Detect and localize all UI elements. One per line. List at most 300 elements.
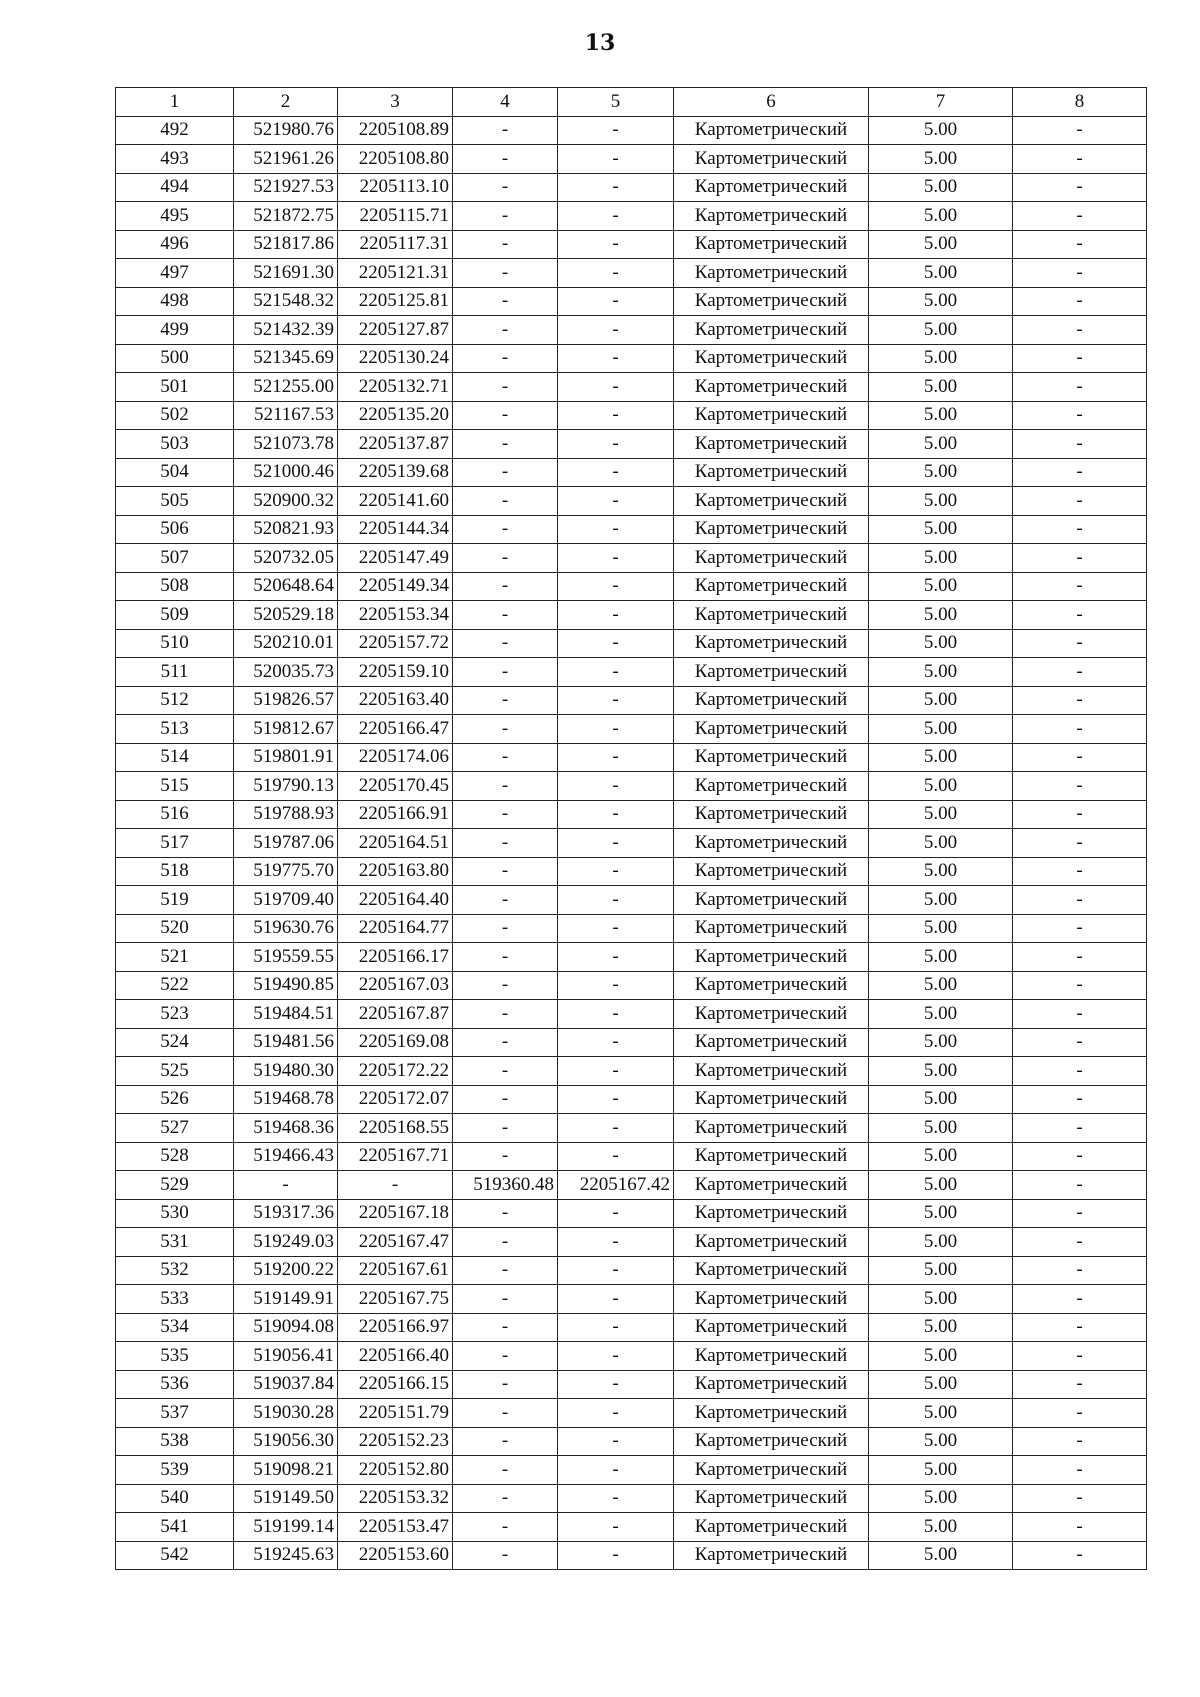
y-coordinate-cell: 2205172.07 (338, 1085, 453, 1114)
accuracy-cell: 5.00 (869, 914, 1013, 943)
x-new-cell: - (453, 772, 558, 801)
description-cell: - (1013, 458, 1147, 487)
table-row (116, 572, 1147, 601)
point-number-cell: 496 (116, 230, 234, 259)
table-row (116, 1513, 1147, 1542)
x-new-cell: - (453, 344, 558, 373)
accuracy-cell: 5.00 (869, 202, 1013, 231)
table-row (116, 344, 1147, 373)
y-new-cell: - (558, 1513, 674, 1542)
description-cell: - (1013, 572, 1147, 601)
accuracy-cell: 5.00 (869, 1000, 1013, 1029)
y-coordinate-cell: 2205139.68 (338, 458, 453, 487)
x-new-cell: - (453, 1142, 558, 1171)
table-row (116, 601, 1147, 630)
y-coordinate-cell: 2205135.20 (338, 401, 453, 430)
method-cell: Картометрический (674, 1256, 869, 1285)
y-new-cell: - (558, 259, 674, 288)
y-new-cell: - (558, 857, 674, 886)
x-coordinate-cell: 520900.32 (234, 487, 338, 516)
accuracy-cell: 5.00 (869, 943, 1013, 972)
x-new-cell: - (453, 116, 558, 145)
y-new-cell: - (558, 316, 674, 345)
description-cell: - (1013, 1399, 1147, 1428)
accuracy-cell: 5.00 (869, 344, 1013, 373)
x-coordinate-cell: 519484.51 (234, 1000, 338, 1029)
method-cell: Картометрический (674, 829, 869, 858)
x-coordinate-cell: 519149.91 (234, 1285, 338, 1314)
y-new-cell: - (558, 1456, 674, 1485)
method-cell: Картометрический (674, 1085, 869, 1114)
y-new-cell: - (558, 145, 674, 174)
table-row (116, 173, 1147, 202)
y-new-cell: - (558, 1228, 674, 1257)
accuracy-cell: 5.00 (869, 772, 1013, 801)
table-body (116, 116, 1147, 1570)
point-number-cell: 495 (116, 202, 234, 231)
method-cell: Картометрический (674, 1313, 869, 1342)
x-new-cell: - (453, 458, 558, 487)
table-row (116, 145, 1147, 174)
y-coordinate-cell: 2205153.47 (338, 1513, 453, 1542)
point-number-cell: 536 (116, 1370, 234, 1399)
y-coordinate-cell: 2205167.47 (338, 1228, 453, 1257)
x-new-cell: - (453, 1085, 558, 1114)
y-new-cell: 2205167.42 (558, 1171, 674, 1200)
method-cell: Картометрический (674, 772, 869, 801)
y-coordinate-cell: 2205166.47 (338, 715, 453, 744)
point-number-cell: 499 (116, 316, 234, 345)
accuracy-cell: 5.00 (869, 373, 1013, 402)
y-new-cell: - (558, 1313, 674, 1342)
accuracy-cell: 5.00 (869, 971, 1013, 1000)
description-cell: - (1013, 943, 1147, 972)
column-header: 8 (1013, 88, 1147, 117)
y-coordinate-cell: 2205130.24 (338, 344, 453, 373)
y-new-cell: - (558, 943, 674, 972)
y-coordinate-cell: 2205163.80 (338, 857, 453, 886)
method-cell: Картометрический (674, 373, 869, 402)
y-new-cell: - (558, 914, 674, 943)
y-new-cell: - (558, 1285, 674, 1314)
x-coordinate-cell: 521691.30 (234, 259, 338, 288)
point-number-cell: 517 (116, 829, 234, 858)
y-coordinate-cell: 2205167.71 (338, 1142, 453, 1171)
x-coordinate-cell: 521872.75 (234, 202, 338, 231)
column-header: 7 (869, 88, 1013, 117)
table-row (116, 401, 1147, 430)
x-coordinate-cell: 521927.53 (234, 173, 338, 202)
accuracy-cell: 5.00 (869, 259, 1013, 288)
method-cell: Картометрический (674, 743, 869, 772)
table-row (116, 943, 1147, 972)
x-coordinate-cell: 519775.70 (234, 857, 338, 886)
y-coordinate-cell: 2205108.80 (338, 145, 453, 174)
y-new-cell: - (558, 1484, 674, 1513)
y-coordinate-cell: 2205168.55 (338, 1114, 453, 1143)
description-cell: - (1013, 1427, 1147, 1456)
y-coordinate-cell: 2205164.40 (338, 886, 453, 915)
x-coordinate-cell: 519826.57 (234, 686, 338, 715)
x-new-cell: - (453, 1000, 558, 1029)
method-cell: Картометрический (674, 914, 869, 943)
method-cell: Картометрический (674, 515, 869, 544)
table-row (116, 116, 1147, 145)
accuracy-cell: 5.00 (869, 1142, 1013, 1171)
x-coordinate-cell: 521000.46 (234, 458, 338, 487)
table-row (116, 629, 1147, 658)
x-coordinate-cell: 521255.00 (234, 373, 338, 402)
x-new-cell: - (453, 601, 558, 630)
method-cell: Картометрический (674, 430, 869, 459)
y-coordinate-cell: 2205108.89 (338, 116, 453, 145)
point-number-cell: 500 (116, 344, 234, 373)
point-number-cell: 525 (116, 1057, 234, 1086)
x-new-cell: - (453, 1313, 558, 1342)
method-cell: Картометрический (674, 544, 869, 573)
description-cell: - (1013, 800, 1147, 829)
description-cell: - (1013, 601, 1147, 630)
x-new-cell: - (453, 373, 558, 402)
x-new-cell: - (453, 1513, 558, 1542)
table-row (116, 914, 1147, 943)
x-coordinate-cell: 521980.76 (234, 116, 338, 145)
accuracy-cell: 5.00 (869, 173, 1013, 202)
description-cell: - (1013, 116, 1147, 145)
y-new-cell: - (558, 1342, 674, 1371)
x-new-cell: - (453, 658, 558, 687)
x-new-cell: - (453, 743, 558, 772)
accuracy-cell: 5.00 (869, 743, 1013, 772)
x-coordinate-cell: 519812.67 (234, 715, 338, 744)
y-coordinate-cell: 2205166.91 (338, 800, 453, 829)
method-cell: Картометрический (674, 886, 869, 915)
description-cell: - (1013, 686, 1147, 715)
x-new-cell: - (453, 1028, 558, 1057)
x-coordinate-cell: 519149.50 (234, 1484, 338, 1513)
x-new-cell: - (453, 971, 558, 1000)
point-number-cell: 511 (116, 658, 234, 687)
x-coordinate-cell: 519481.56 (234, 1028, 338, 1057)
x-coordinate-cell: 521548.32 (234, 287, 338, 316)
point-number-cell: 503 (116, 430, 234, 459)
y-coordinate-cell: 2205115.71 (338, 202, 453, 231)
point-number-cell: 507 (116, 544, 234, 573)
y-coordinate-cell: 2205157.72 (338, 629, 453, 658)
table-row (116, 1370, 1147, 1399)
accuracy-cell: 5.00 (869, 829, 1013, 858)
table-row (116, 1342, 1147, 1371)
y-new-cell: - (558, 1085, 674, 1114)
table-row (116, 1427, 1147, 1456)
x-new-cell: - (453, 1114, 558, 1143)
table-row (116, 743, 1147, 772)
y-coordinate-cell: 2205147.49 (338, 544, 453, 573)
point-number-cell: 528 (116, 1142, 234, 1171)
method-cell: Картометрический (674, 173, 869, 202)
description-cell: - (1013, 743, 1147, 772)
accuracy-cell: 5.00 (869, 857, 1013, 886)
accuracy-cell: 5.00 (869, 1285, 1013, 1314)
y-coordinate-cell: 2205152.80 (338, 1456, 453, 1485)
method-cell: Картометрический (674, 971, 869, 1000)
x-coordinate-cell: 519098.21 (234, 1456, 338, 1485)
point-number-cell: 492 (116, 116, 234, 145)
method-cell: Картометрический (674, 1484, 869, 1513)
y-new-cell: - (558, 829, 674, 858)
x-coordinate-cell: 519468.78 (234, 1085, 338, 1114)
y-coordinate-cell: 2205167.61 (338, 1256, 453, 1285)
y-new-cell: - (558, 1114, 674, 1143)
accuracy-cell: 5.00 (869, 1399, 1013, 1428)
y-coordinate-cell: 2205149.34 (338, 572, 453, 601)
method-cell: Картометрический (674, 230, 869, 259)
method-cell: Картометрический (674, 116, 869, 145)
x-coordinate-cell: 520648.64 (234, 572, 338, 601)
column-header: 3 (338, 88, 453, 117)
point-number-cell: 539 (116, 1456, 234, 1485)
y-coordinate-cell: 2205166.15 (338, 1370, 453, 1399)
point-number-cell: 506 (116, 515, 234, 544)
method-cell: Картометрический (674, 401, 869, 430)
accuracy-cell: 5.00 (869, 1456, 1013, 1485)
x-coordinate-cell: 519030.28 (234, 1399, 338, 1428)
method-cell: Картометрический (674, 1028, 869, 1057)
column-header: 2 (234, 88, 338, 117)
y-new-cell: - (558, 487, 674, 516)
description-cell: - (1013, 316, 1147, 345)
y-new-cell: - (558, 401, 674, 430)
description-cell: - (1013, 1057, 1147, 1086)
y-new-cell: - (558, 1370, 674, 1399)
x-coordinate-cell: 519790.13 (234, 772, 338, 801)
description-cell: - (1013, 1256, 1147, 1285)
y-new-cell: - (558, 458, 674, 487)
point-number-cell: 514 (116, 743, 234, 772)
description-cell: - (1013, 487, 1147, 516)
description-cell: - (1013, 1142, 1147, 1171)
table-row (116, 544, 1147, 573)
table-row (116, 1228, 1147, 1257)
description-cell: - (1013, 658, 1147, 687)
x-coordinate-cell: 519468.36 (234, 1114, 338, 1143)
column-header: 5 (558, 88, 674, 117)
point-number-cell: 505 (116, 487, 234, 516)
x-new-cell: - (453, 316, 558, 345)
point-number-cell: 534 (116, 1313, 234, 1342)
x-coordinate-cell: 520529.18 (234, 601, 338, 630)
accuracy-cell: 5.00 (869, 1484, 1013, 1513)
point-number-cell: 515 (116, 772, 234, 801)
point-number-cell: 533 (116, 1285, 234, 1314)
y-coordinate-cell: 2205127.87 (338, 316, 453, 345)
x-coordinate-cell: - (234, 1171, 338, 1200)
x-coordinate-cell: 519787.06 (234, 829, 338, 858)
method-cell: Картометрический (674, 1541, 869, 1570)
table-row (116, 1028, 1147, 1057)
point-number-cell: 516 (116, 800, 234, 829)
point-number-cell: 537 (116, 1399, 234, 1428)
y-new-cell: - (558, 230, 674, 259)
point-number-cell: 542 (116, 1541, 234, 1570)
x-coordinate-cell: 519480.30 (234, 1057, 338, 1086)
y-new-cell: - (558, 743, 674, 772)
x-new-cell: - (453, 1370, 558, 1399)
x-new-cell: - (453, 914, 558, 943)
x-new-cell: - (453, 886, 558, 915)
accuracy-cell: 5.00 (869, 686, 1013, 715)
x-coordinate-cell: 521073.78 (234, 430, 338, 459)
point-number-cell: 529 (116, 1171, 234, 1200)
y-new-cell: - (558, 772, 674, 801)
accuracy-cell: 5.00 (869, 1199, 1013, 1228)
method-cell: Картометрический (674, 1513, 869, 1542)
description-cell: - (1013, 202, 1147, 231)
y-new-cell: - (558, 658, 674, 687)
method-cell: Картометрический (674, 202, 869, 231)
point-number-cell: 510 (116, 629, 234, 658)
point-number-cell: 520 (116, 914, 234, 943)
method-cell: Картометрический (674, 145, 869, 174)
table-row (116, 259, 1147, 288)
method-cell: Картометрический (674, 1370, 869, 1399)
point-number-cell: 518 (116, 857, 234, 886)
point-number-cell: 493 (116, 145, 234, 174)
y-new-cell: - (558, 1256, 674, 1285)
method-cell: Картометрический (674, 658, 869, 687)
x-new-cell: - (453, 1057, 558, 1086)
table-row (116, 1285, 1147, 1314)
x-new-cell: - (453, 544, 558, 573)
accuracy-cell: 5.00 (869, 1370, 1013, 1399)
table-row (116, 373, 1147, 402)
y-coordinate-cell: 2205166.97 (338, 1313, 453, 1342)
table-row (116, 487, 1147, 516)
y-coordinate-cell: 2205121.31 (338, 259, 453, 288)
description-cell: - (1013, 1171, 1147, 1200)
point-number-cell: 527 (116, 1114, 234, 1143)
table-row (116, 515, 1147, 544)
table-row (116, 772, 1147, 801)
table-row (116, 1541, 1147, 1570)
description-cell: - (1013, 1342, 1147, 1371)
x-coordinate-cell: 519094.08 (234, 1313, 338, 1342)
method-cell: Картометрический (674, 1057, 869, 1086)
table-row (116, 886, 1147, 915)
method-cell: Картометрический (674, 943, 869, 972)
description-cell: - (1013, 344, 1147, 373)
method-cell: Картометрический (674, 686, 869, 715)
method-cell: Картометрический (674, 1199, 869, 1228)
y-new-cell: - (558, 686, 674, 715)
coordinates-table (115, 87, 1147, 1570)
description-cell: - (1013, 715, 1147, 744)
description-cell: - (1013, 1313, 1147, 1342)
accuracy-cell: 5.00 (869, 1427, 1013, 1456)
table-row (116, 430, 1147, 459)
x-new-cell: - (453, 943, 558, 972)
point-number-cell: 502 (116, 401, 234, 430)
method-cell: Картометрический (674, 857, 869, 886)
method-cell: Картометрический (674, 572, 869, 601)
x-coordinate-cell: 519630.76 (234, 914, 338, 943)
point-number-cell: 540 (116, 1484, 234, 1513)
description-cell: - (1013, 401, 1147, 430)
x-coordinate-cell: 519199.14 (234, 1513, 338, 1542)
x-coordinate-cell: 520035.73 (234, 658, 338, 687)
y-new-cell: - (558, 1057, 674, 1086)
description-cell: - (1013, 914, 1147, 943)
accuracy-cell: 5.00 (869, 116, 1013, 145)
description-cell: - (1013, 173, 1147, 202)
y-coordinate-cell: 2205164.51 (338, 829, 453, 858)
description-cell: - (1013, 886, 1147, 915)
x-coordinate-cell: 519249.03 (234, 1228, 338, 1257)
point-number-cell: 535 (116, 1342, 234, 1371)
y-coordinate-cell: 2205141.60 (338, 487, 453, 516)
column-header: 1 (116, 88, 234, 117)
point-number-cell: 494 (116, 173, 234, 202)
point-number-cell: 501 (116, 373, 234, 402)
method-cell: Картометрический (674, 1399, 869, 1428)
accuracy-cell: 5.00 (869, 145, 1013, 174)
table-row (116, 857, 1147, 886)
description-cell: - (1013, 373, 1147, 402)
y-new-cell: - (558, 1399, 674, 1428)
accuracy-cell: 5.00 (869, 572, 1013, 601)
y-coordinate-cell: 2205166.17 (338, 943, 453, 972)
x-coordinate-cell: 519466.43 (234, 1142, 338, 1171)
x-new-cell: - (453, 487, 558, 516)
point-number-cell: 523 (116, 1000, 234, 1029)
x-new-cell: - (453, 173, 558, 202)
table-row (116, 971, 1147, 1000)
accuracy-cell: 5.00 (869, 1313, 1013, 1342)
method-cell: Картометрический (674, 1456, 869, 1485)
point-number-cell: 531 (116, 1228, 234, 1257)
table-row (116, 1313, 1147, 1342)
x-new-cell: - (453, 515, 558, 544)
point-number-cell: 498 (116, 287, 234, 316)
table-row (116, 1484, 1147, 1513)
table-row (116, 230, 1147, 259)
x-new-cell: - (453, 1285, 558, 1314)
x-new-cell: - (453, 230, 558, 259)
x-new-cell: - (453, 715, 558, 744)
point-number-cell: 504 (116, 458, 234, 487)
x-new-cell: - (453, 686, 558, 715)
table-row (116, 1199, 1147, 1228)
y-new-cell: - (558, 287, 674, 316)
x-new-cell: - (453, 401, 558, 430)
y-coordinate-cell: 2205113.10 (338, 173, 453, 202)
page-number: 13 (584, 30, 616, 56)
x-coordinate-cell: 521961.26 (234, 145, 338, 174)
y-new-cell: - (558, 173, 674, 202)
table-row (116, 458, 1147, 487)
accuracy-cell: 5.00 (869, 800, 1013, 829)
x-coordinate-cell: 520732.05 (234, 544, 338, 573)
table-row (116, 715, 1147, 744)
method-cell: Картометрический (674, 1427, 869, 1456)
description-cell: - (1013, 1028, 1147, 1057)
accuracy-cell: 5.00 (869, 658, 1013, 687)
accuracy-cell: 5.00 (869, 1228, 1013, 1257)
x-new-cell: 519360.48 (453, 1171, 558, 1200)
column-header: 6 (674, 88, 869, 117)
x-coordinate-cell: 521817.86 (234, 230, 338, 259)
x-coordinate-cell: 519037.84 (234, 1370, 338, 1399)
